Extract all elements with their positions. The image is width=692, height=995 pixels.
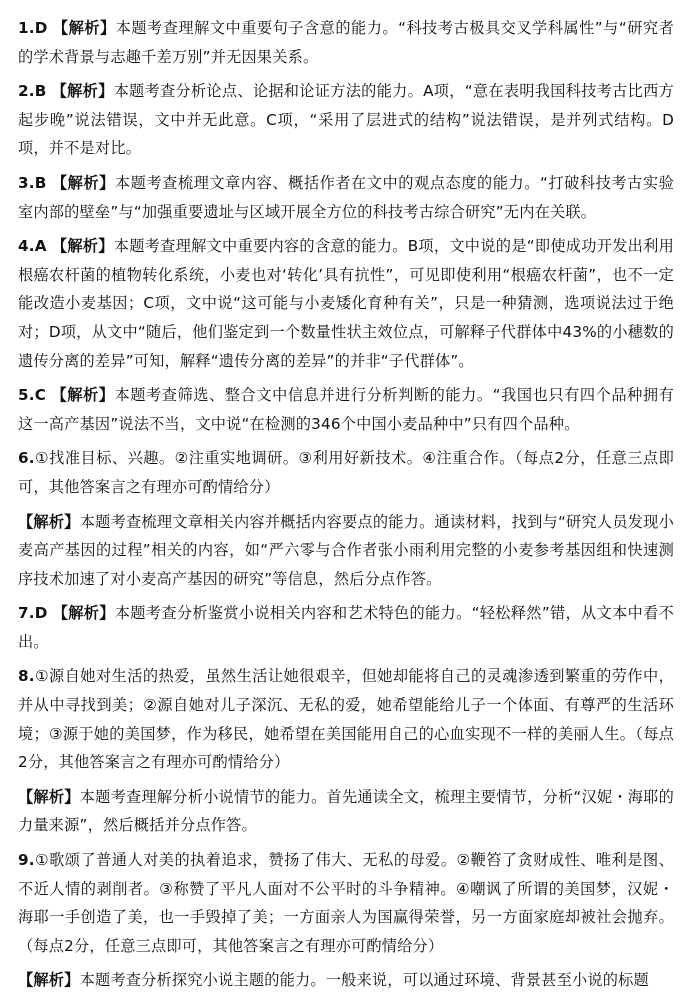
item-answer: D	[34, 604, 48, 623]
answer-item-8	[18, 662, 674, 776]
item-answer: B	[34, 82, 47, 101]
item-answer: C	[34, 386, 47, 405]
item-text: 本题考查分析论点、论据和论证方法的能力。A项，“意在表明我国科技考古比西方起步晚”说法错误，文中并无此意。C项，“采用了层进式的结构”说法错误，是并列式结构。D项，并不是对比。	[18, 82, 674, 158]
analysis-tag: 【解析】	[51, 82, 114, 101]
analysis-tag: 【解析】	[51, 173, 115, 192]
answer-item-7	[18, 599, 674, 656]
analysis-text: 本题考查梳理文章相关内容并概括内容要点的能力。通读材料，找到与“研究人员发现小麦高产基因的过程”相关的内容，如“严六零与合作者张小雨利用完整的小麦参考基因组和快速测序技术加速了对小麦高产基因的研究”等信息，然后分点作答。	[18, 512, 674, 588]
answer-item-8-analysis	[18, 783, 674, 840]
answer-item-1	[18, 14, 674, 71]
answer-item-5	[18, 381, 674, 438]
item-text: 本题考查理解文中重要句子含意的能力。“科技考古极具交叉学科属性”与“研究者的学术背景与志趣千差万别”并无因果关系。	[18, 19, 674, 66]
item-text: ①歌颂了普通人对美的执着追求，赞扬了伟大、无私的母爱。②鞭笞了贪财成性、唯利是图、不近人情的剥削者。③称赞了平凡人面对不公平时的斗争精神。④嘲讽了所谓的美国梦，汉妮・海耶一手创造了美，也一手毁掉了美；一方面亲人为国赢得荣誉，另一方面家庭却被社会抛弃。（每点2分，任意三点即可，其他答案言之有理亦可酌情给分）	[18, 851, 674, 955]
analysis-tag: 【解析】	[52, 604, 115, 623]
item-answer: D	[34, 19, 48, 37]
item-text: 本题考查梳理文章内容、概括作者在文中的观点态度的能力。“打破科技考古实验室内部的壁垒”与“加强重要遗址与区域开展全方位的科技考古综合研究”无内在关联。	[18, 173, 674, 221]
item-number: 2.	[18, 82, 35, 101]
analysis-text: 本题考查理解分析小说情节的能力。首先通读全文，梳理主要情节，分析“汉妮・海耶的力量来源”，然后概括并分点作答。	[18, 787, 674, 835]
item-number: 7.	[18, 604, 35, 623]
item-text: ①源自她对生活的热爱，虽然生活让她很艰辛，但她却能将自己的灵魂渗透到繁重的劳作中，并从中寻找到美；②源自她对儿子深沉、无私的爱，她希望能给儿子一个体面、有尊严的生活环境；③源于她的美国梦，作为移民，她希望在美国能用自己的心血实现不一样的美丽人生。（每点2分，其他答案言之有理亦可酌情给分）	[18, 667, 674, 772]
answer-item-9	[18, 846, 674, 960]
item-text: ①找准目标、兴趣。②注重实地调研。③利用好新技术。④注重合作。（每点2分，任意三点即可，其他答案言之有理亦可酌情给分）	[18, 449, 674, 496]
item-number: 1.	[18, 19, 35, 37]
answer-item-6	[18, 444, 674, 501]
answer-item-2	[18, 77, 674, 163]
analysis-tag: 【解析】	[18, 512, 80, 531]
item-text: 本题考查筛选、整合文中信息并进行分析判断的能力。“我国也只有四个品种拥有这一高产基因”说法不当，文中说“在检测的346个中国小麦品种中”只有四个品种。	[18, 386, 674, 433]
item-number: 4.	[18, 237, 35, 256]
item-answer: B	[34, 173, 47, 192]
answer-item-9-analysis	[18, 966, 674, 995]
item-number: 8.	[18, 667, 35, 686]
item-number: 9.	[18, 851, 35, 870]
item-text: 本题考查分析鉴赏小说相关内容和艺术特色的能力。“轻松释然”错，从文本中看不出。	[18, 604, 674, 651]
analysis-tag: 【解析】	[51, 237, 114, 256]
item-number: 5.	[18, 386, 35, 405]
analysis-tag: 【解析】	[18, 787, 80, 806]
answer-item-6-analysis	[18, 508, 674, 594]
answer-item-3	[18, 169, 674, 226]
item-answer: A	[34, 237, 47, 256]
analysis-tag: 【解析】	[18, 971, 80, 990]
analysis-tag: 【解析】	[51, 386, 115, 405]
item-number: 6.	[18, 449, 35, 468]
analysis-text: 本题考查分析探究小说主题的能力。一般来说，可以通过环境、背景甚至小说的标题	[79, 971, 649, 990]
item-text: 本题考查理解文中重要内容的含意的能力。B项，文中说的是“即使成功开发出利用根癌农杆菌的植物转化系统，小麦也对‘转化’具有抗性”，可见即使利用“根癌农杆菌”，也不一定能改造小麦基因；C项，文中说“这可能与小麦矮化育种有关”，只是一种猜测，选项说法过于绝对；D项，从文中“随后，他们鉴定到一个数量性状主效位点，可解释子代群体中43%的小穗数的遗传分离的差异”可知，解释“遗传分离的差异”的并非“子代群体”。	[18, 237, 675, 370]
item-number: 3.	[18, 173, 35, 192]
answer-item-4	[18, 232, 674, 375]
analysis-tag: 【解析】	[52, 19, 116, 37]
